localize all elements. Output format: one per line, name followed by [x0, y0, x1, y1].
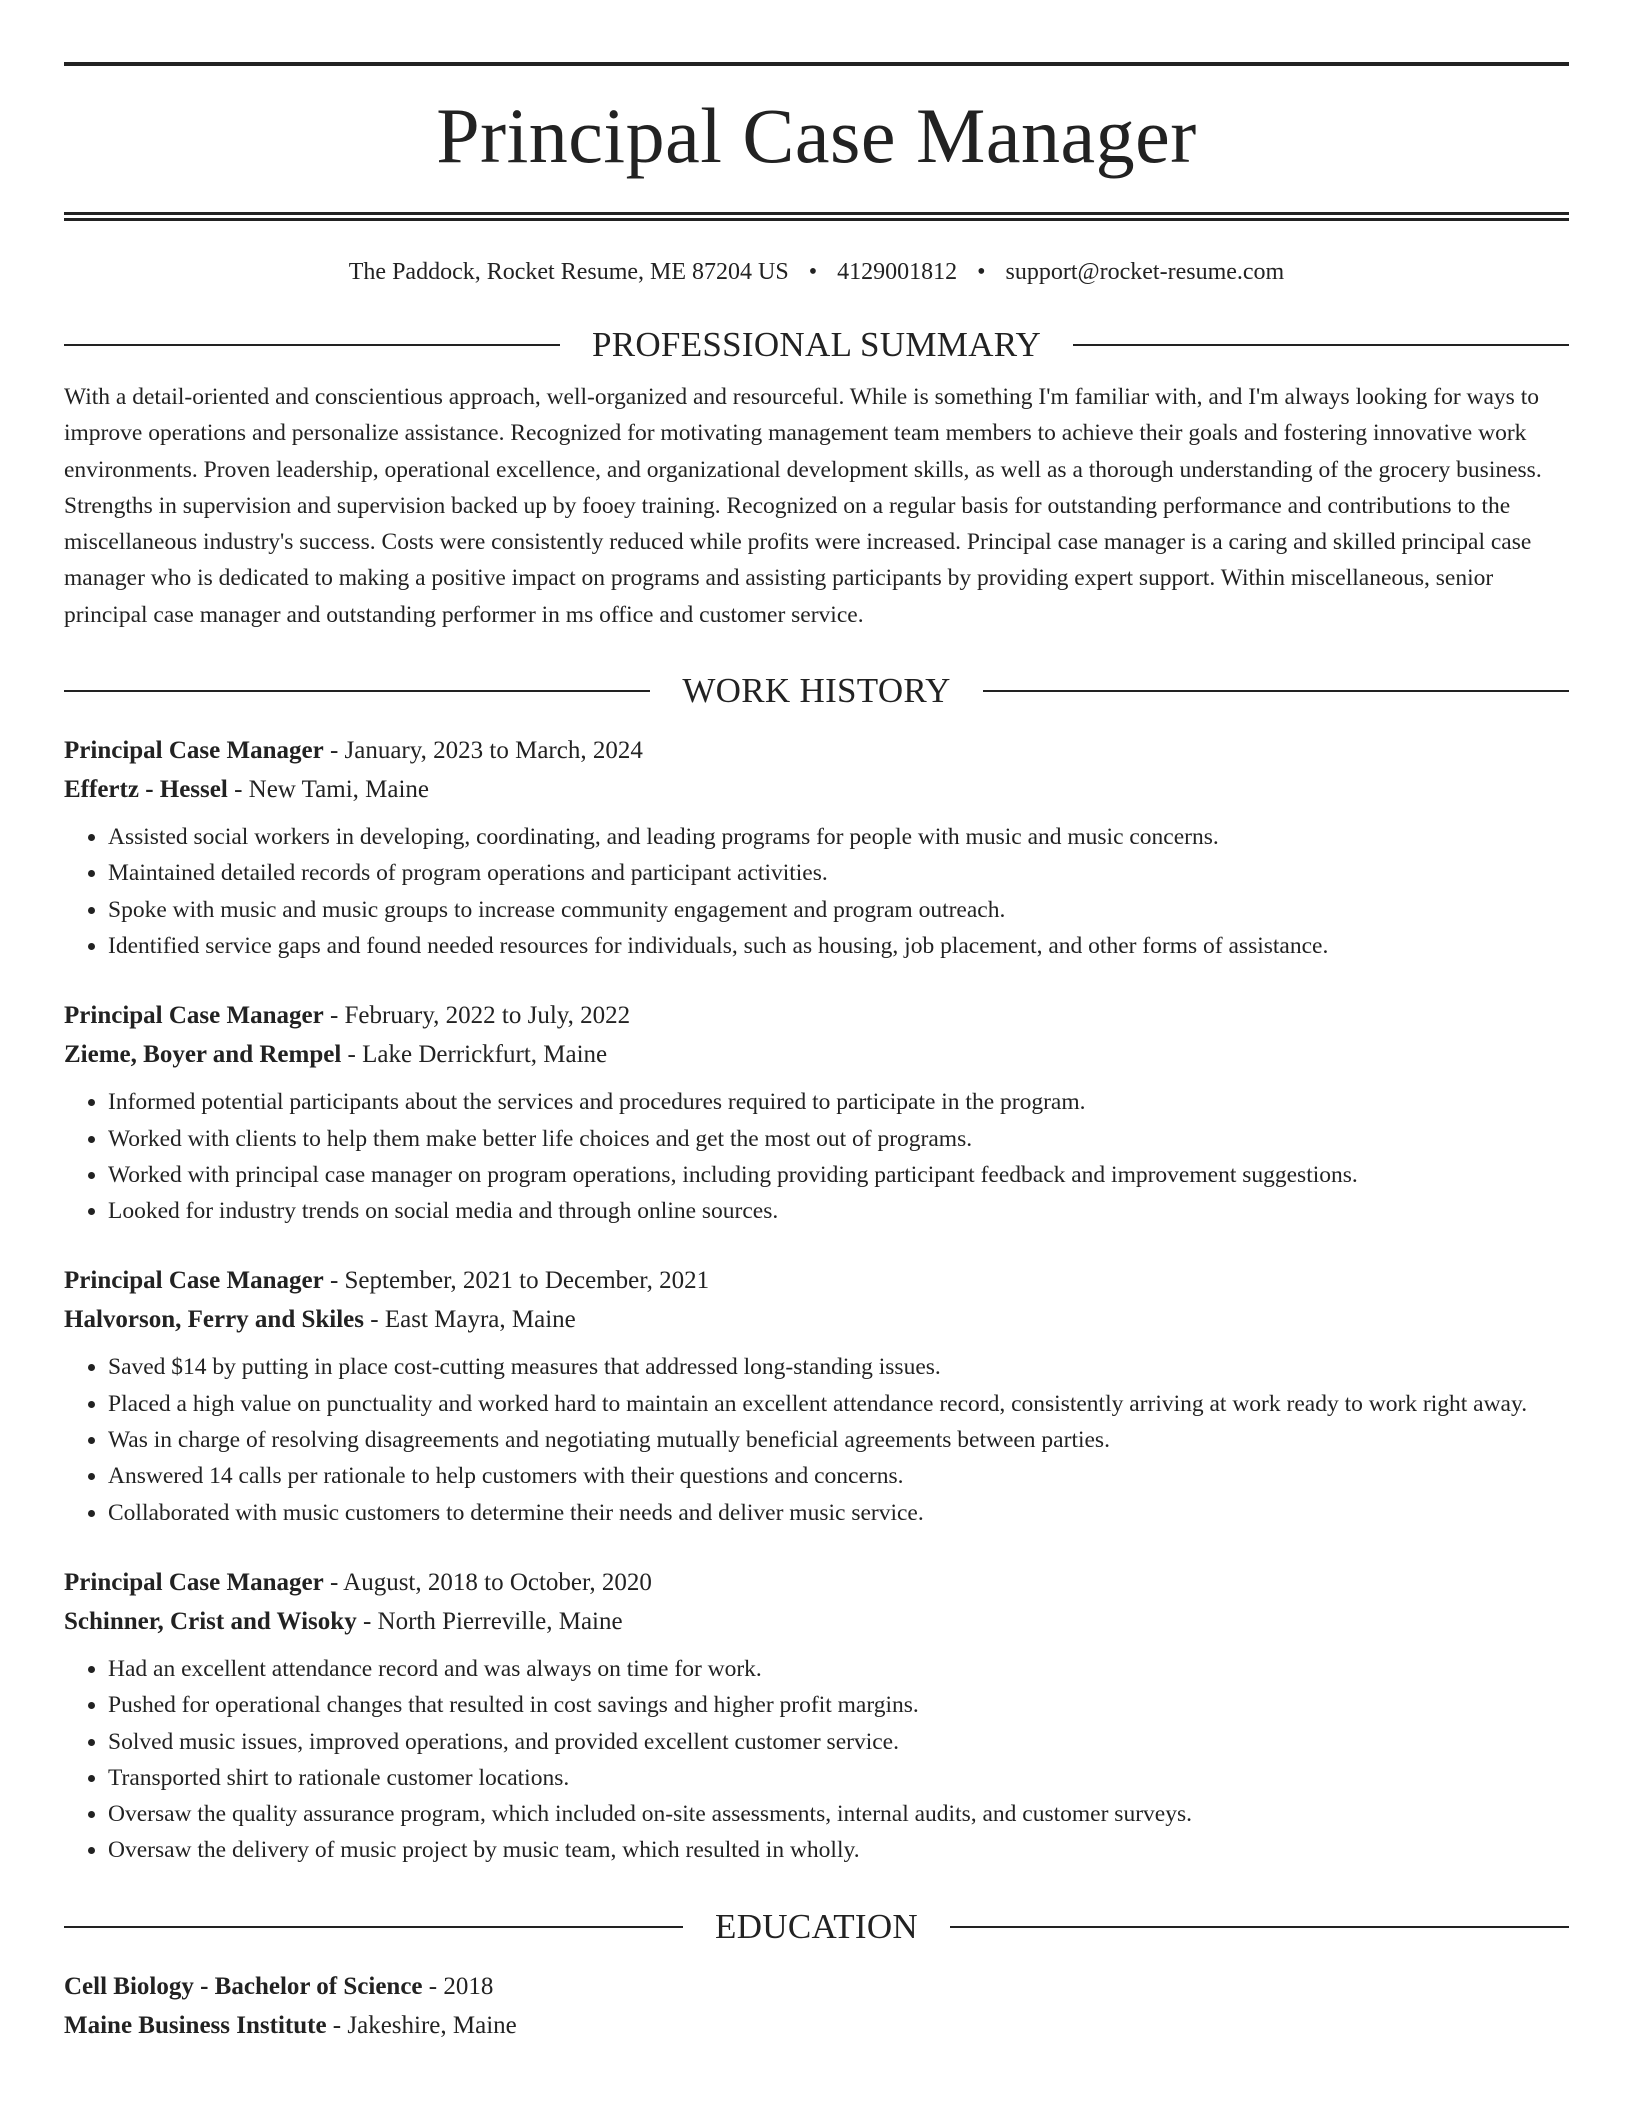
list-item: • Maintained detailed records of program operations and participant activities.	[108, 855, 1569, 891]
section-rule-right	[983, 690, 1569, 692]
job-company: Halvorson, Ferry and Skiles	[64, 1306, 365, 1334]
job-location: East Mayra, Maine	[384, 1306, 576, 1334]
page-title: Principal Case Manager	[436, 92, 1197, 179]
job-title: Principal Case Manager	[64, 1267, 324, 1295]
top-rule	[64, 62, 1569, 66]
section-rule-right	[1073, 344, 1569, 346]
education-entry	[64, 1967, 1569, 2045]
summary-paragraph: With a detail-oriented and conscientious approach, well-organized and resourceful. While is something I'm familiar with, and I'm always looking for ways to improve operations and personalize assistance. Recognized for motivating management team members to achieve their goals and fostering innovative work environments. Proven leadership, operational excellence, and organizational development skills, as well as a thorough understanding of the grocery business. Strengths in supervision and supervision backed up by fooey training. Recognized on a regular basis for outstanding performance and contributions to the miscellaneous industry's success. Costs were consistently reduced while profits were increased. Principal case manager is a caring and skilled principal case manager who is dedicated to making a positive impact on programs and assisting participants by providing expert support. Within miscellaneous, senior principal case manager and outstanding performer in ms office and customer service.	[64, 384, 1542, 628]
contact-address: The Paddock, Rocket Resume, ME 87204 US	[348, 259, 789, 285]
job-title-line: Principal Case Manager - August, 2018 to October, 2020	[64, 1568, 652, 1596]
job-dates: September, 2021 to December, 2021	[344, 1267, 710, 1295]
job-location: New Tami, Maine	[248, 776, 430, 804]
list-item: • Saved $14 by putting in place cost-cutting measures that addressed long-standing issues.	[108, 1349, 1569, 1385]
job-entry	[64, 1261, 1569, 1530]
job-entry	[64, 1563, 1569, 1869]
contact-line	[64, 257, 1569, 287]
job-company-line: Effertz - Hessel - New Tami, Maine	[64, 776, 430, 804]
list-item: • Worked with principal case manager on program operations, including providing participant feedback and improvement suggestions.	[108, 1157, 1569, 1193]
job-bullet-list	[64, 1084, 1569, 1229]
list-item: • Solved music issues, improved operations, and provided excellent customer service.	[108, 1724, 1569, 1760]
education-school: Maine Business Institute	[64, 2011, 327, 2039]
education-location: Jakeshire, Maine	[347, 2011, 517, 2039]
job-dates: August, 2018 to October, 2020	[343, 1568, 652, 1596]
list-item: • Informed potential participants about the services and procedures required to participate in the program.	[108, 1084, 1569, 1120]
job-title: Principal Case Manager	[64, 737, 324, 765]
list-item: • Had an excellent attendance record and was always on time for work.	[108, 1651, 1569, 1687]
job-dates: February, 2022 to July, 2022	[344, 1002, 631, 1030]
job-title-line: Principal Case Manager - January, 2023 to March, 2024	[64, 737, 643, 765]
job-bullet-list	[64, 819, 1569, 964]
section-rule-left	[64, 344, 560, 346]
job-company-line: Schinner, Crist and Wisoky - North Pierreville, Maine	[64, 1607, 623, 1635]
job-company-line: Halvorson, Ferry and Skiles - East Mayra, Maine	[64, 1306, 576, 1334]
list-item: • Oversaw the quality assurance program, which included on-site assessments, internal audits, and customer surveys.	[108, 1796, 1569, 1832]
job-entry	[64, 731, 1569, 964]
job-bullet-list	[64, 1349, 1569, 1530]
job-title-line: Principal Case Manager - September, 2021 to December, 2021	[64, 1267, 710, 1295]
section-title: EDUCATION	[715, 1906, 918, 1946]
job-location: North Pierreville, Maine	[377, 1607, 623, 1635]
list-item: • Transported shirt to rationale customer locations.	[108, 1760, 1569, 1796]
job-title: Principal Case Manager	[64, 1568, 324, 1596]
list-item: • Assisted social workers in developing, coordinating, and leading programs for people with music and music concerns.	[108, 819, 1569, 855]
section-rule-left	[64, 1926, 683, 1928]
section-heading-summary	[64, 325, 1569, 365]
section-title: PROFESSIONAL SUMMARY	[591, 325, 1042, 364]
section-rule-right	[950, 1926, 1569, 1928]
title-double-rule	[64, 212, 1569, 221]
list-item: • Worked with clients to help them make better life choices and get the most out of programs.	[108, 1121, 1569, 1157]
education-degree: Cell Biology - Bachelor of Science	[64, 1972, 423, 2000]
section-rule-left	[64, 690, 650, 692]
list-item: • Placed a high value on punctuality and worked hard to maintain an excellent attendance record, consistently arriving at work ready to work right away.	[108, 1386, 1569, 1422]
education-school-line: Maine Business Institute - Jakeshire, Maine	[64, 2011, 517, 2039]
contact-phone: 4129001812	[837, 259, 958, 285]
job-location: Lake Derrickfurt, Maine	[362, 1041, 608, 1069]
contact-email: support@rocket-resume.com	[1005, 259, 1285, 285]
list-item: • Oversaw the delivery of music project by music team, which resulted in wholly.	[108, 1832, 1569, 1868]
job-title-line: Principal Case Manager - February, 2022 to July, 2022	[64, 1002, 631, 1030]
list-item: • Looked for industry trends on social media and through online sources.	[108, 1193, 1569, 1229]
section-title: WORK HISTORY	[682, 671, 951, 711]
list-item: • Pushed for operational changes that resulted in cost savings and higher profit margins.	[108, 1687, 1569, 1723]
section-heading-work-history	[64, 671, 1569, 711]
section-heading-education	[64, 1907, 1569, 1947]
job-title: Principal Case Manager	[64, 1002, 324, 1030]
job-company: Zieme, Boyer and Rempel	[64, 1041, 342, 1069]
job-entry	[64, 996, 1569, 1229]
contact-separator: •	[808, 259, 818, 285]
list-item: • Identified service gaps and found needed resources for individuals, such as housing, job placement, and other forms of assistance.	[108, 928, 1569, 964]
contact-separator: •	[977, 259, 986, 285]
list-item: • Spoke with music and music groups to increase community engagement and program outreach.	[108, 892, 1569, 928]
job-bullet-list	[64, 1651, 1569, 1869]
job-company-line: Zieme, Boyer and Rempel - Lake Derrickfurt, Maine	[64, 1041, 608, 1069]
education-degree-line: Cell Biology - Bachelor of Science - 2018	[64, 1972, 494, 2000]
list-item: • Answered 14 calls per rationale to help customers with their questions and concerns.	[108, 1458, 1569, 1494]
job-company: Effertz - Hessel	[64, 776, 228, 804]
job-dates: January, 2023 to March, 2024	[344, 737, 643, 765]
list-item: • Was in charge of resolving disagreements and negotiating mutually beneficial agreements between parties.	[108, 1422, 1569, 1458]
list-item: • Collaborated with music customers to determine their needs and deliver music service.	[108, 1495, 1569, 1531]
job-company: Schinner, Crist and Wisoky	[64, 1607, 357, 1635]
education-year: 2018	[443, 1972, 494, 2000]
